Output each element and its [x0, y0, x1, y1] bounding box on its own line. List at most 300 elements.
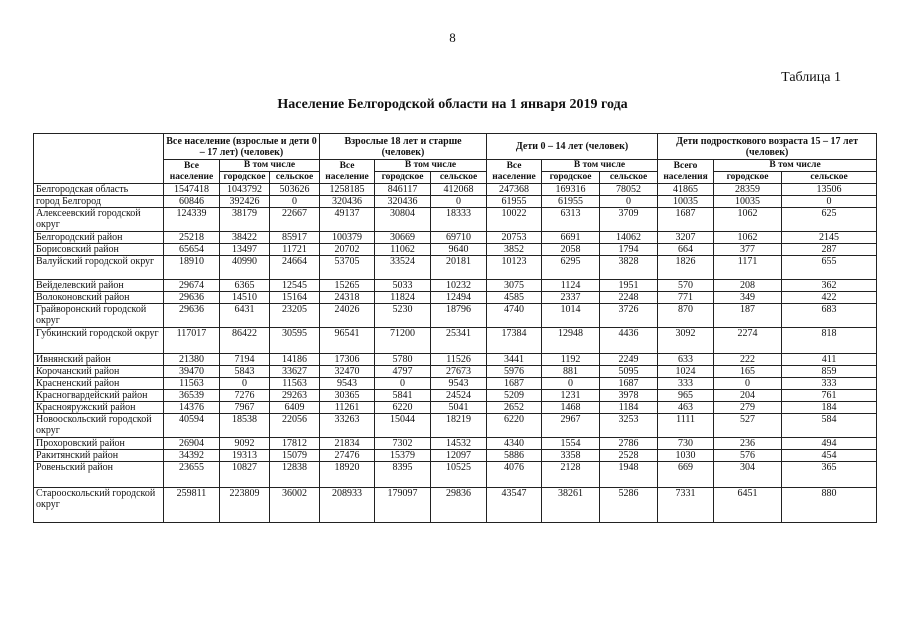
table-cell: 730 [658, 438, 714, 450]
table-cell: 4797 [375, 366, 431, 378]
population-table [33, 133, 877, 523]
table-cell: 9543 [431, 378, 487, 390]
table-cell: 204 [714, 390, 782, 402]
table-cell: 0 [220, 378, 270, 390]
table-cell: 5033 [375, 280, 431, 292]
table-cell: 11563 [164, 378, 220, 390]
table-cell: 187 [714, 304, 782, 328]
table-cell: 222 [714, 354, 782, 366]
table-cell: 8395 [375, 462, 431, 488]
table-row [34, 244, 877, 256]
header-group-children: Дети 0 – 14 лет (человек) [487, 134, 658, 160]
table-label: Таблица 1 [781, 70, 841, 85]
table-cell: 21380 [164, 354, 220, 366]
table-cell: 669 [658, 462, 714, 488]
table-cell: 584 [782, 414, 877, 438]
table-row [34, 304, 877, 328]
district-name: Ровеньский район [34, 462, 164, 488]
district-name: Грайворонский городской округ [34, 304, 164, 328]
table-row [34, 366, 877, 378]
table-cell: 1062 [714, 208, 782, 232]
table-row [34, 328, 877, 354]
header-urban-adults: городское [375, 172, 431, 184]
table-cell: 880 [782, 488, 877, 523]
table-cell: 40594 [164, 414, 220, 438]
header-incl-adults: В том числе [375, 160, 487, 172]
table-body [34, 184, 877, 523]
table-cell: 2058 [542, 244, 600, 256]
table-cell: 14186 [270, 354, 320, 366]
table-cell: 4340 [487, 438, 542, 450]
table-row [34, 462, 877, 488]
table-cell: 18333 [431, 208, 487, 232]
table-cell: 5843 [220, 366, 270, 378]
table-cell: 0 [270, 196, 320, 208]
table-cell: 15079 [270, 450, 320, 462]
table-cell: 5041 [431, 402, 487, 414]
table-cell: 1554 [542, 438, 600, 450]
table-cell: 1951 [600, 280, 658, 292]
table-cell: 870 [658, 304, 714, 328]
table-cell: 29674 [164, 280, 220, 292]
table-cell: 24664 [270, 256, 320, 280]
table-cell: 53705 [320, 256, 375, 280]
table-cell: 2786 [600, 438, 658, 450]
table-row [34, 488, 877, 523]
table-cell: 247368 [487, 184, 542, 196]
table-cell: 26904 [164, 438, 220, 450]
table-cell: 29263 [270, 390, 320, 402]
table-cell: 5095 [600, 366, 658, 378]
table-cell: 2337 [542, 292, 600, 304]
table-cell: 0 [431, 196, 487, 208]
table-cell: 30804 [375, 208, 431, 232]
table-cell: 18538 [220, 414, 270, 438]
table-cell: 1687 [600, 378, 658, 390]
table-cell: 21834 [320, 438, 375, 450]
table-cell: 10525 [431, 462, 487, 488]
table-cell: 6409 [270, 402, 320, 414]
district-name: Красненский район [34, 378, 164, 390]
table-cell: 1043792 [220, 184, 270, 196]
table-cell: 633 [658, 354, 714, 366]
table-cell: 11721 [270, 244, 320, 256]
table-cell: 1171 [714, 256, 782, 280]
table-cell: 38422 [220, 232, 270, 244]
table-row [34, 438, 877, 450]
table-cell: 12097 [431, 450, 487, 462]
table-row [34, 402, 877, 414]
table-cell: 570 [658, 280, 714, 292]
table-cell: 24026 [320, 304, 375, 328]
district-name: Новооскольский городской округ [34, 414, 164, 438]
header-incl-all: В том числе [220, 160, 320, 172]
table-cell: 761 [782, 390, 877, 402]
table-cell: 24524 [431, 390, 487, 402]
table-cell: 5286 [600, 488, 658, 523]
table-cell: 10035 [658, 196, 714, 208]
table-cell: 7331 [658, 488, 714, 523]
header-group-teens: Дети подросткового возраста 15 – 17 лет (человек) [658, 134, 877, 160]
table-cell: 33524 [375, 256, 431, 280]
table-row [34, 232, 877, 244]
table-cell: 61955 [542, 196, 600, 208]
table-cell: 71200 [375, 328, 431, 354]
table-cell: 169316 [542, 184, 600, 196]
table-cell: 9092 [220, 438, 270, 450]
table-cell: 1062 [714, 232, 782, 244]
table-cell: 5841 [375, 390, 431, 402]
table-cell: 15044 [375, 414, 431, 438]
table-cell: 3441 [487, 354, 542, 366]
table-cell: 5780 [375, 354, 431, 366]
table-cell: 6365 [220, 280, 270, 292]
district-name: Вейделевский район [34, 280, 164, 292]
header-total-teens: Всего населения [658, 160, 714, 184]
table-cell: 17384 [487, 328, 542, 354]
table-cell: 454 [782, 450, 877, 462]
district-name: Корочанский район [34, 366, 164, 378]
table-cell: 683 [782, 304, 877, 328]
table-cell: 33263 [320, 414, 375, 438]
table-cell: 1030 [658, 450, 714, 462]
table-cell: 463 [658, 402, 714, 414]
table-cell: 287 [782, 244, 877, 256]
district-name: Губкинский городской округ [34, 328, 164, 354]
table-cell: 33627 [270, 366, 320, 378]
table-cell: 39470 [164, 366, 220, 378]
table-cell: 10022 [487, 208, 542, 232]
table-cell: 17306 [320, 354, 375, 366]
table-cell: 208933 [320, 488, 375, 523]
table-cell: 41865 [658, 184, 714, 196]
header-total-all: Все население [164, 160, 220, 184]
table-cell: 7302 [375, 438, 431, 450]
table-cell: 1794 [600, 244, 658, 256]
table-row [34, 292, 877, 304]
table-cell: 2249 [600, 354, 658, 366]
table-cell: 1024 [658, 366, 714, 378]
table-cell: 362 [782, 280, 877, 292]
table-cell: 18796 [431, 304, 487, 328]
table-cell: 0 [542, 378, 600, 390]
table-cell: 2248 [600, 292, 658, 304]
table-cell: 4740 [487, 304, 542, 328]
table-cell: 20702 [320, 244, 375, 256]
table-cell: 494 [782, 438, 877, 450]
header-urban-teens: городское [714, 172, 782, 184]
header-incl-teens: В том числе [714, 160, 877, 172]
table-cell: 22056 [270, 414, 320, 438]
table-row [34, 196, 877, 208]
table-cell: 15164 [270, 292, 320, 304]
header-group-adults: Взрослые 18 лет и старше (человек) [320, 134, 487, 160]
table-cell: 1468 [542, 402, 600, 414]
table-cell: 279 [714, 402, 782, 414]
table-cell: 17812 [270, 438, 320, 450]
table-cell: 6295 [542, 256, 600, 280]
table-cell: 576 [714, 450, 782, 462]
table-cell: 333 [658, 378, 714, 390]
table-cell: 1547418 [164, 184, 220, 196]
header-group-all: Все население (взрослые и дети 0 – 17 лет) (человек) [164, 134, 320, 160]
table-cell: 3075 [487, 280, 542, 292]
header-total-children: Все население [487, 160, 542, 184]
table-cell: 320436 [320, 196, 375, 208]
table-cell: 6313 [542, 208, 600, 232]
table-cell: 4436 [600, 328, 658, 354]
table-cell: 5976 [487, 366, 542, 378]
table-cell: 818 [782, 328, 877, 354]
district-name: Красногвардейский район [34, 390, 164, 402]
table-cell: 965 [658, 390, 714, 402]
table-cell: 7194 [220, 354, 270, 366]
table-cell: 13506 [782, 184, 877, 196]
header-total-adults: Все население [320, 160, 375, 184]
table-cell: 392426 [220, 196, 270, 208]
table-cell: 859 [782, 366, 877, 378]
table-cell: 6220 [375, 402, 431, 414]
table-cell: 3358 [542, 450, 600, 462]
table-cell: 0 [714, 378, 782, 390]
district-name: Ракитянский район [34, 450, 164, 462]
table-cell: 4076 [487, 462, 542, 488]
table-cell: 28359 [714, 184, 782, 196]
table-cell: 208 [714, 280, 782, 292]
table-cell: 223809 [220, 488, 270, 523]
table-cell: 30669 [375, 232, 431, 244]
table-cell: 320436 [375, 196, 431, 208]
table-cell: 179097 [375, 488, 431, 523]
page-number: 8 [449, 30, 456, 45]
table-cell: 184 [782, 402, 877, 414]
table-cell: 11824 [375, 292, 431, 304]
district-name: Белгородская область [34, 184, 164, 196]
header-rural-children: сельское [600, 172, 658, 184]
table-cell: 43547 [487, 488, 542, 523]
table-cell: 15265 [320, 280, 375, 292]
table-cell: 3207 [658, 232, 714, 244]
table-cell: 2128 [542, 462, 600, 488]
table-cell: 15379 [375, 450, 431, 462]
header-incl-children: В том числе [542, 160, 658, 172]
table-cell: 881 [542, 366, 600, 378]
table-cell: 664 [658, 244, 714, 256]
table-cell: 349 [714, 292, 782, 304]
table-cell: 846117 [375, 184, 431, 196]
table-cell: 1826 [658, 256, 714, 280]
table-cell: 11526 [431, 354, 487, 366]
table-cell: 69710 [431, 232, 487, 244]
table-cell: 38179 [220, 208, 270, 232]
table-cell: 65654 [164, 244, 220, 256]
table-cell: 527 [714, 414, 782, 438]
table-cell: 422 [782, 292, 877, 304]
table-row [34, 256, 877, 280]
table-row [34, 378, 877, 390]
header-rural-teens: сельское [782, 172, 877, 184]
table-cell: 5230 [375, 304, 431, 328]
table-cell: 3828 [600, 256, 658, 280]
table-cell: 11261 [320, 402, 375, 414]
table-cell: 124339 [164, 208, 220, 232]
table-cell: 40990 [220, 256, 270, 280]
table-cell: 1192 [542, 354, 600, 366]
table-cell: 12948 [542, 328, 600, 354]
table-cell: 3092 [658, 328, 714, 354]
table-cell: 9640 [431, 244, 487, 256]
table-cell: 2274 [714, 328, 782, 354]
table-cell: 19313 [220, 450, 270, 462]
document-title: Население Белгородской области на 1 января 2019 года [277, 97, 628, 112]
table-cell: 27673 [431, 366, 487, 378]
district-name: Борисовский район [34, 244, 164, 256]
table-cell: 12838 [270, 462, 320, 488]
table-cell: 6220 [487, 414, 542, 438]
district-name: Белгородский район [34, 232, 164, 244]
table-cell: 23655 [164, 462, 220, 488]
table-cell: 20753 [487, 232, 542, 244]
table-cell: 20181 [431, 256, 487, 280]
table-cell: 38261 [542, 488, 600, 523]
table-cell: 4585 [487, 292, 542, 304]
table-cell: 11062 [375, 244, 431, 256]
table-cell: 13497 [220, 244, 270, 256]
table-cell: 49137 [320, 208, 375, 232]
table-cell: 1014 [542, 304, 600, 328]
table-cell: 30595 [270, 328, 320, 354]
table-cell: 29636 [164, 304, 220, 328]
table-cell: 12494 [431, 292, 487, 304]
table-cell: 12545 [270, 280, 320, 292]
table-cell: 6451 [714, 488, 782, 523]
header-urban-children: городское [542, 172, 600, 184]
table-cell: 78052 [600, 184, 658, 196]
table-cell: 1231 [542, 390, 600, 402]
table-cell: 27476 [320, 450, 375, 462]
table-cell: 1687 [487, 378, 542, 390]
table-cell: 412068 [431, 184, 487, 196]
table-cell: 2528 [600, 450, 658, 462]
table-cell: 18910 [164, 256, 220, 280]
table-cell: 117017 [164, 328, 220, 354]
district-name: Краснояружский район [34, 402, 164, 414]
header-rural-adults: сельское [431, 172, 487, 184]
table-cell: 2145 [782, 232, 877, 244]
table-cell: 60846 [164, 196, 220, 208]
table-cell: 3253 [600, 414, 658, 438]
table-row [34, 280, 877, 292]
district-name: Волоконовский район [34, 292, 164, 304]
table-cell: 14532 [431, 438, 487, 450]
table-cell: 18219 [431, 414, 487, 438]
table-cell: 25218 [164, 232, 220, 244]
table-cell: 7967 [220, 402, 270, 414]
table-cell: 1258185 [320, 184, 375, 196]
table-row [34, 354, 877, 366]
table-row [34, 450, 877, 462]
district-name: Прохоровский район [34, 438, 164, 450]
district-name: Старооскольский городской округ [34, 488, 164, 523]
table-cell: 503626 [270, 184, 320, 196]
table-cell: 2967 [542, 414, 600, 438]
table-cell: 6431 [220, 304, 270, 328]
table-cell: 3709 [600, 208, 658, 232]
table-cell: 5886 [487, 450, 542, 462]
table-cell: 0 [375, 378, 431, 390]
table-cell: 1111 [658, 414, 714, 438]
table-cell: 365 [782, 462, 877, 488]
table-cell: 3726 [600, 304, 658, 328]
table-cell: 29636 [164, 292, 220, 304]
header-corner [34, 134, 164, 184]
table-cell: 36539 [164, 390, 220, 402]
table-cell: 86422 [220, 328, 270, 354]
table-cell: 3852 [487, 244, 542, 256]
table-cell: 1948 [600, 462, 658, 488]
table-cell: 0 [600, 196, 658, 208]
table-row [34, 414, 877, 438]
table-cell: 2652 [487, 402, 542, 414]
table-cell: 18920 [320, 462, 375, 488]
district-name: Валуйский городской округ [34, 256, 164, 280]
table-cell: 14376 [164, 402, 220, 414]
district-name: город Белгород [34, 196, 164, 208]
table-cell: 30365 [320, 390, 375, 402]
table-cell: 85917 [270, 232, 320, 244]
table-cell: 25341 [431, 328, 487, 354]
header-rural-all: сельское [270, 172, 320, 184]
table-cell: 10035 [714, 196, 782, 208]
table-cell: 24318 [320, 292, 375, 304]
table-cell: 333 [782, 378, 877, 390]
table-cell: 0 [782, 196, 877, 208]
table-cell: 14062 [600, 232, 658, 244]
table-cell: 96541 [320, 328, 375, 354]
district-name: Алексеевский городской округ [34, 208, 164, 232]
table-cell: 100379 [320, 232, 375, 244]
table-cell: 1184 [600, 402, 658, 414]
table-cell: 625 [782, 208, 877, 232]
table-cell: 1124 [542, 280, 600, 292]
table-cell: 10123 [487, 256, 542, 280]
table-cell: 22667 [270, 208, 320, 232]
table-row [34, 184, 877, 196]
table-row [34, 390, 877, 402]
table-cell: 259811 [164, 488, 220, 523]
table-cell: 32470 [320, 366, 375, 378]
table-cell: 5209 [487, 390, 542, 402]
table-cell: 10232 [431, 280, 487, 292]
table-cell: 36002 [270, 488, 320, 523]
table-cell: 11563 [270, 378, 320, 390]
table-cell: 165 [714, 366, 782, 378]
table-cell: 1687 [658, 208, 714, 232]
table-cell: 9543 [320, 378, 375, 390]
table-cell: 304 [714, 462, 782, 488]
table-cell: 7276 [220, 390, 270, 402]
table-cell: 655 [782, 256, 877, 280]
table-cell: 14510 [220, 292, 270, 304]
table-cell: 61955 [487, 196, 542, 208]
table-cell: 6691 [542, 232, 600, 244]
district-name: Ивнянский район [34, 354, 164, 366]
table-cell: 236 [714, 438, 782, 450]
table-cell: 411 [782, 354, 877, 366]
table-cell: 377 [714, 244, 782, 256]
header-urban-all: городское [220, 172, 270, 184]
table-cell: 34392 [164, 450, 220, 462]
